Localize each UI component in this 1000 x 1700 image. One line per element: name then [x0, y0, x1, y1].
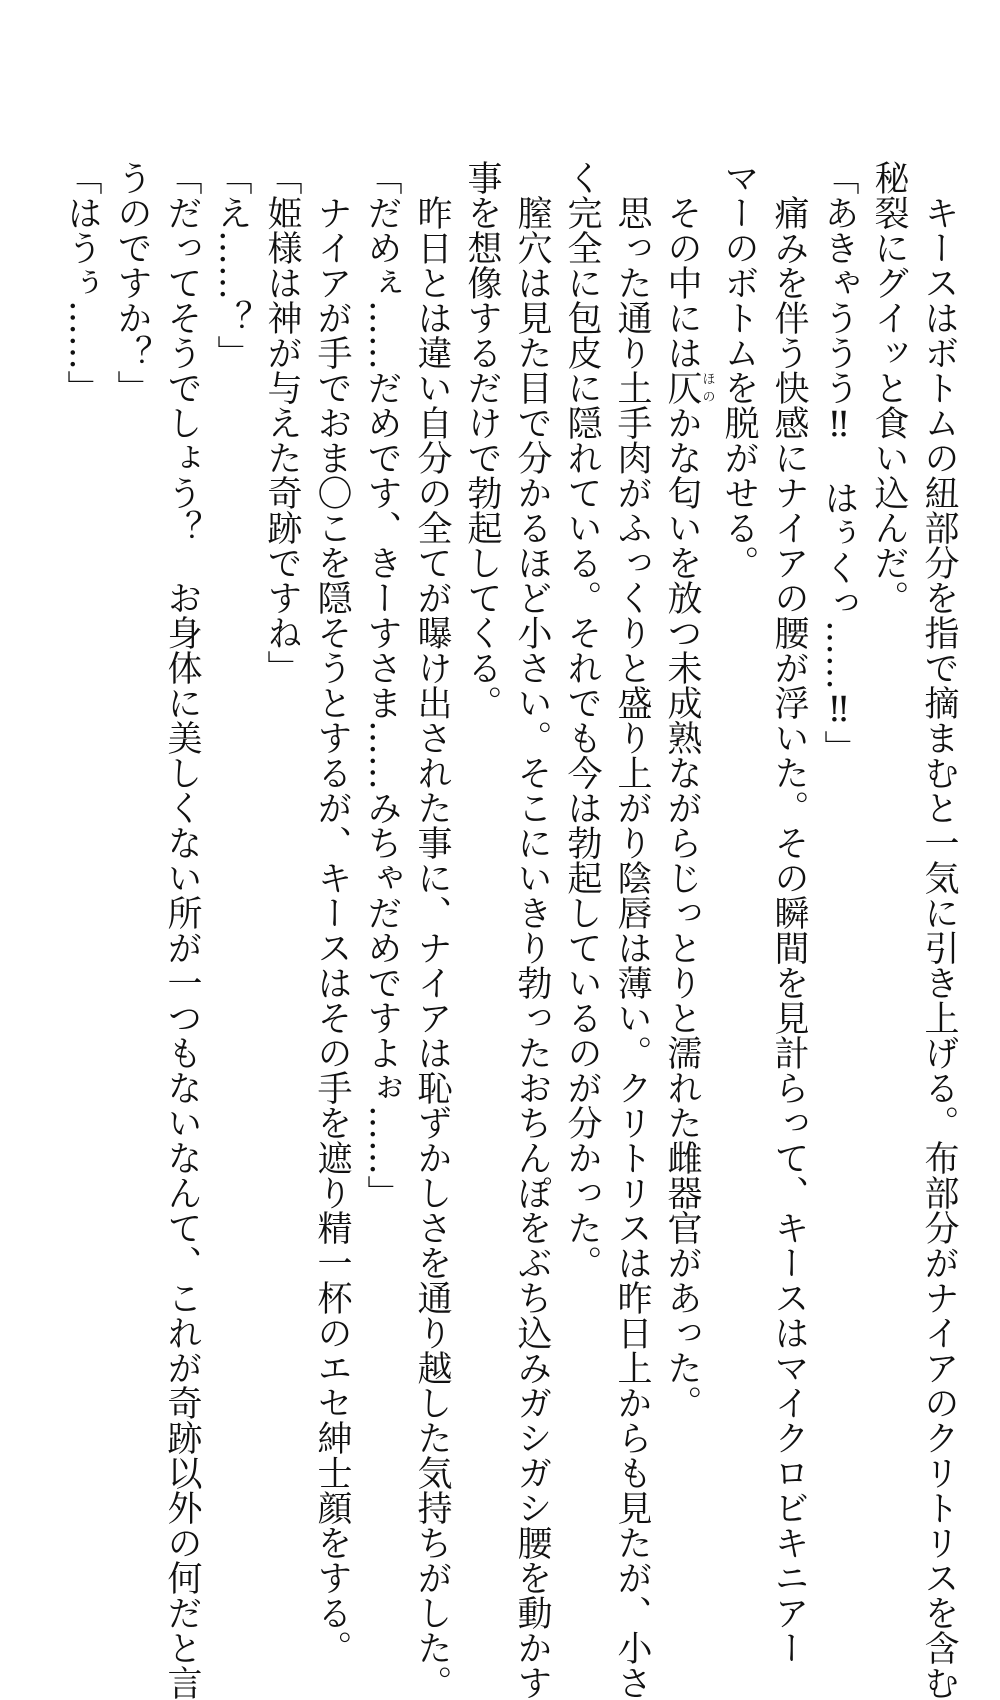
text-line-2: 秘裂にグイッと食い込んだ。	[869, 160, 909, 615]
text-line-11: 昨日とは違い自分の全てが曝け出された事に、ナイアは恥ずかしさを通り越した気持ちがした。	[412, 195, 452, 1700]
text-line-4: 痛みを伴う快感にナイアの腰が浮いた。その瞬間を見計らって、キースはマイクロビキニアー	[769, 195, 809, 1665]
furigana-ruby	[662, 370, 715, 405]
text-line-3: 「あきゃううう‼ はぅくっ……‼」	[819, 160, 859, 765]
text-line-12: 「だめぇ……だめです、きーすさま……みちゃだめですよぉ……」	[362, 160, 402, 1210]
text-line-15: 「え……？」	[212, 160, 252, 370]
text-line-13: ナイアが手でおま〇こを隠そうとするが、キースはその手を遮り精一杯のエセ紳士顔をする。	[312, 195, 352, 1665]
text-line-16: 「だってそうでしょう？ お身体に美しくない所が一つもないなんて、これが奇跡以外の何だと言	[162, 160, 202, 1700]
text-line-17: うのですか？」	[112, 160, 152, 405]
text-line-18: 「はうぅ……」	[62, 160, 102, 405]
text-line-10: 事を想像するだけで勃起してくる。	[462, 160, 502, 720]
text-line-7: 思った通り土手肉がふっくりと盛り上がり陰唇は薄い。クリトリスは昨日上からも見たが、小さ	[612, 195, 652, 1700]
text-line-14: 「姫様は神が与えた奇跡ですね」	[262, 160, 302, 685]
ruby-reading: ほの	[699, 370, 715, 405]
vertical-text-body	[24, 160, 964, 1700]
ruby-base: 仄	[662, 370, 702, 405]
text-line-5: マーのボトムを脱がせる。	[719, 160, 759, 580]
text-line-6-pre: その中には	[662, 195, 702, 370]
text-line-8: く完全に包皮に隠れている。それでも今は勃起しているのが分かった。	[562, 160, 602, 1280]
text-line-1: キースはボトムの紐部分を指で摘まむと一気に引き上げる。布部分がナイアのクリトリスを含む	[919, 195, 959, 1700]
text-line-6	[657, 160, 714, 1445]
text-line-9: 膣穴は見た目で分かるほど小さい。そこにいきり勃ったおちんぽをぶち込みガシガシ腰を動かす	[512, 195, 552, 1700]
text-line-6-post: かな匂いを放つ未成熟ながらじっとりと濡れた雌器官があった。	[662, 405, 702, 1420]
